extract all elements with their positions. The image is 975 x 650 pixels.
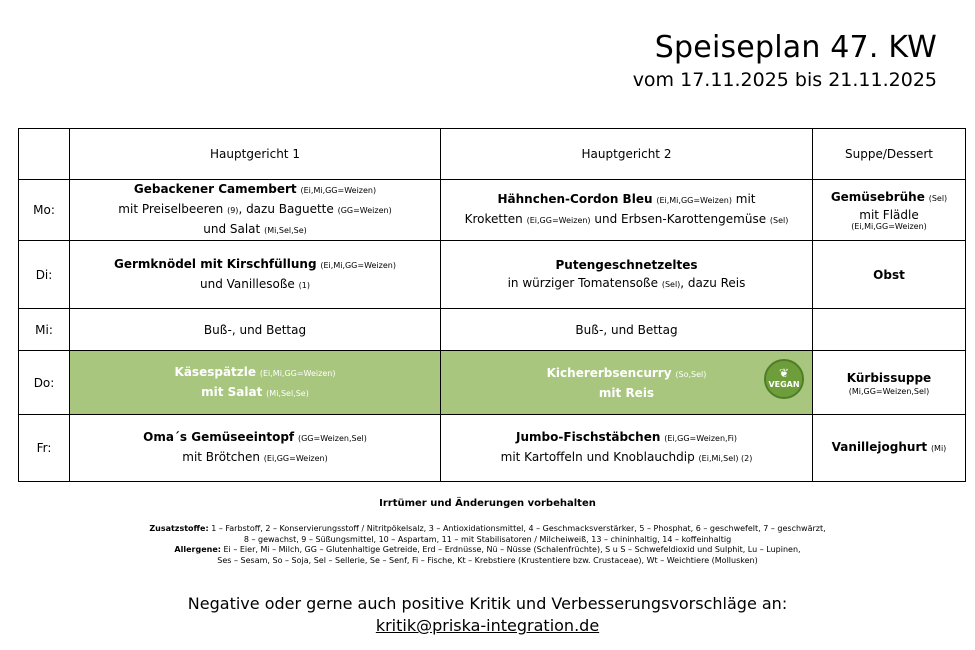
dish-title: Germknödel mit Kirschfüllung (114, 256, 317, 271)
day-label: Fr: (19, 415, 70, 482)
day-label: Di: (19, 241, 70, 309)
dish-side: mit (735, 192, 756, 206)
dish-title: Gebackener Camembert (133, 182, 297, 196)
leaf-icon: ❦ (778, 366, 790, 380)
column-header-main-2: Hauptgericht 2 (441, 129, 813, 180)
allergens-label: Allergene: (174, 545, 221, 554)
soup-dessert-cell (813, 309, 966, 351)
dish-title: Käsespätzle (174, 364, 257, 379)
column-header-main-1: Hauptgericht 1 (70, 129, 441, 180)
dish-title: Kichererbsencurry (546, 365, 672, 380)
table-row (19, 351, 966, 415)
feedback-text: Negative oder gerne auch positive Kritik und Verbesserungsvorschläge an: (187, 594, 788, 613)
allergen-note: (Ei,GG=Weizen,Fi) (664, 434, 737, 443)
disclaimer: Irrtümer und Änderungen vorbehalten (379, 498, 596, 509)
table-row (19, 241, 966, 309)
page-title: Speiseplan 47. KW (654, 30, 937, 65)
dish-cell (441, 241, 813, 309)
allergen-note: (Mi,GG=Weizen,Sel) (848, 386, 930, 396)
feedback-email-link[interactable]: kritik@priska-integration.de (375, 616, 600, 635)
dish-side: und Salat (203, 222, 261, 236)
dish-title: Oma´s Gemüseeintopf (143, 430, 295, 444)
day-label: Mi: (19, 309, 70, 351)
dish-title: Obst (873, 267, 905, 282)
allergen-note: (Ei,Mi,GG=Weizen) (656, 196, 732, 205)
vegan-label: VEGAN (768, 380, 800, 389)
holiday-label: Buß-, und Bettag (203, 322, 307, 337)
dish-side: , dazu Baguette (238, 202, 334, 216)
dish-cell (70, 309, 441, 351)
dish-side: mit Flädle (859, 208, 919, 222)
day-label: Do: (19, 351, 70, 415)
dish-side: mit Preiselbeeren (118, 202, 224, 216)
dish-title: Vanillejoghurt (831, 440, 928, 454)
dish-side: mit Brötchen (182, 450, 260, 464)
allergen-note: (Ei,GG=Weizen) (263, 454, 328, 463)
allergen-note: (Sel) (661, 279, 681, 289)
dish-title: Hähnchen-Cordon Bleu (497, 192, 653, 206)
allergen-note: (Sel) (928, 194, 948, 203)
additives-label: Zusatzstoffe: (149, 524, 209, 533)
allergen-note: (Sel) (769, 216, 789, 225)
allergen-note: (Ei,Mi,GG=Weizen) (259, 368, 336, 378)
allergens-text: Ses – Sesam, So – Soja, Sel – Sellerie, Se – Senf, Fi – Fische, Kt – Krebstiere (Krustentiere bzw. Crustaceae), Wt – Weichtiere (Mollusken) (217, 555, 758, 565)
additives-text: 1 – Farbstoff, 2 – Konservierungsstoff / Nitritpökelsalz, 3 – Antioxidationsmittel, 4 – Geschmacksverstärker, 5 – Phosphat, 6 – geschwefelt, 7 – geschwärzt, (211, 524, 826, 533)
soup-dessert-cell (813, 180, 966, 241)
holiday-label: Buß-, und Bettag (575, 322, 678, 337)
dish-side: , dazu Reis (680, 275, 746, 290)
legend (0, 524, 975, 566)
allergen-note: (Mi,Sel,Se) (266, 388, 309, 398)
feedback (0, 593, 975, 637)
table-row (19, 309, 966, 351)
dish-cell-highlighted (441, 351, 813, 415)
allergen-note: (GG=Weizen) (337, 206, 392, 215)
allergen-note: (Ei,Mi,GG=Weizen) (300, 186, 377, 195)
dish-cell-highlighted (70, 351, 441, 415)
allergen-note: (So,Sel) (675, 369, 707, 379)
dish-cell (441, 415, 813, 482)
soup-dessert-cell (813, 351, 966, 415)
dish-title: Jumbo-Fischstäbchen (516, 430, 661, 444)
column-header-soup-dessert: Suppe/Dessert (813, 129, 966, 180)
dish-cell (441, 180, 813, 241)
allergen-note: (Mi) (930, 444, 947, 453)
dish-side: und Erbsen-Karottengemüse (594, 212, 767, 226)
additives-text: 8 – gewachst, 9 – Süßungsmittel, 10 – Aspartam, 11 – mit Stabilisatoren / Milcheiweiß, 13 – chininhaltig, 14 – koffeinhaltig (243, 534, 732, 544)
dish-side: mit Reis (598, 385, 655, 400)
dish-side: und Vanillesoße (200, 276, 295, 291)
dish-title: Putengeschnetzeltes (555, 257, 698, 272)
dish-cell (441, 309, 813, 351)
dish-side: mit Salat (201, 384, 263, 399)
corner-cell (19, 129, 70, 180)
dish-side: mit Kartoffeln und Knoblauchdip (500, 450, 695, 464)
soup-dessert-cell (813, 241, 966, 309)
header (633, 30, 937, 92)
table-header-row (19, 129, 966, 180)
dish-cell (70, 241, 441, 309)
allergen-note: (Ei,Mi,GG=Weizen) (320, 260, 396, 270)
vegan-badge (764, 359, 804, 399)
allergen-note: (Mi,Sel,Se) (264, 226, 307, 235)
table-row (19, 180, 966, 241)
day-label: Mo: (19, 180, 70, 241)
menu-table (18, 128, 966, 482)
dish-cell (70, 180, 441, 241)
allergen-note: (Ei,GG=Weizen) (526, 216, 591, 225)
allergen-note: (Ei,Mi,GG=Weizen) (851, 222, 927, 231)
additive-note: (1) (298, 280, 310, 290)
allergen-note: (Ei,Mi,Sel) (2) (698, 454, 753, 463)
dish-side: in würziger Tomatensoße (507, 275, 658, 290)
allergen-note: (GG=Weizen,Sel) (297, 434, 367, 443)
dish-title: Kürbissuppe (846, 370, 932, 385)
dish-side: Kroketten (464, 212, 523, 226)
dish-cell (70, 415, 441, 482)
additive-note: (9) (227, 206, 239, 215)
soup-dessert-cell (813, 415, 966, 482)
allergens-text: Ei – Eier, Mi – Milch, GG – Glutenhaltige Getreide, Erd – Erdnüsse, Nü – Nüsse (Schalenfrüchte), S u S – Schwefeldioxid und Sulphit, Lu – Lupinen, (223, 545, 801, 554)
table-row (19, 415, 966, 482)
dish-title: Gemüsebrühe (830, 190, 925, 204)
date-range: vom 17.11.2025 bis 21.11.2025 (632, 69, 937, 91)
